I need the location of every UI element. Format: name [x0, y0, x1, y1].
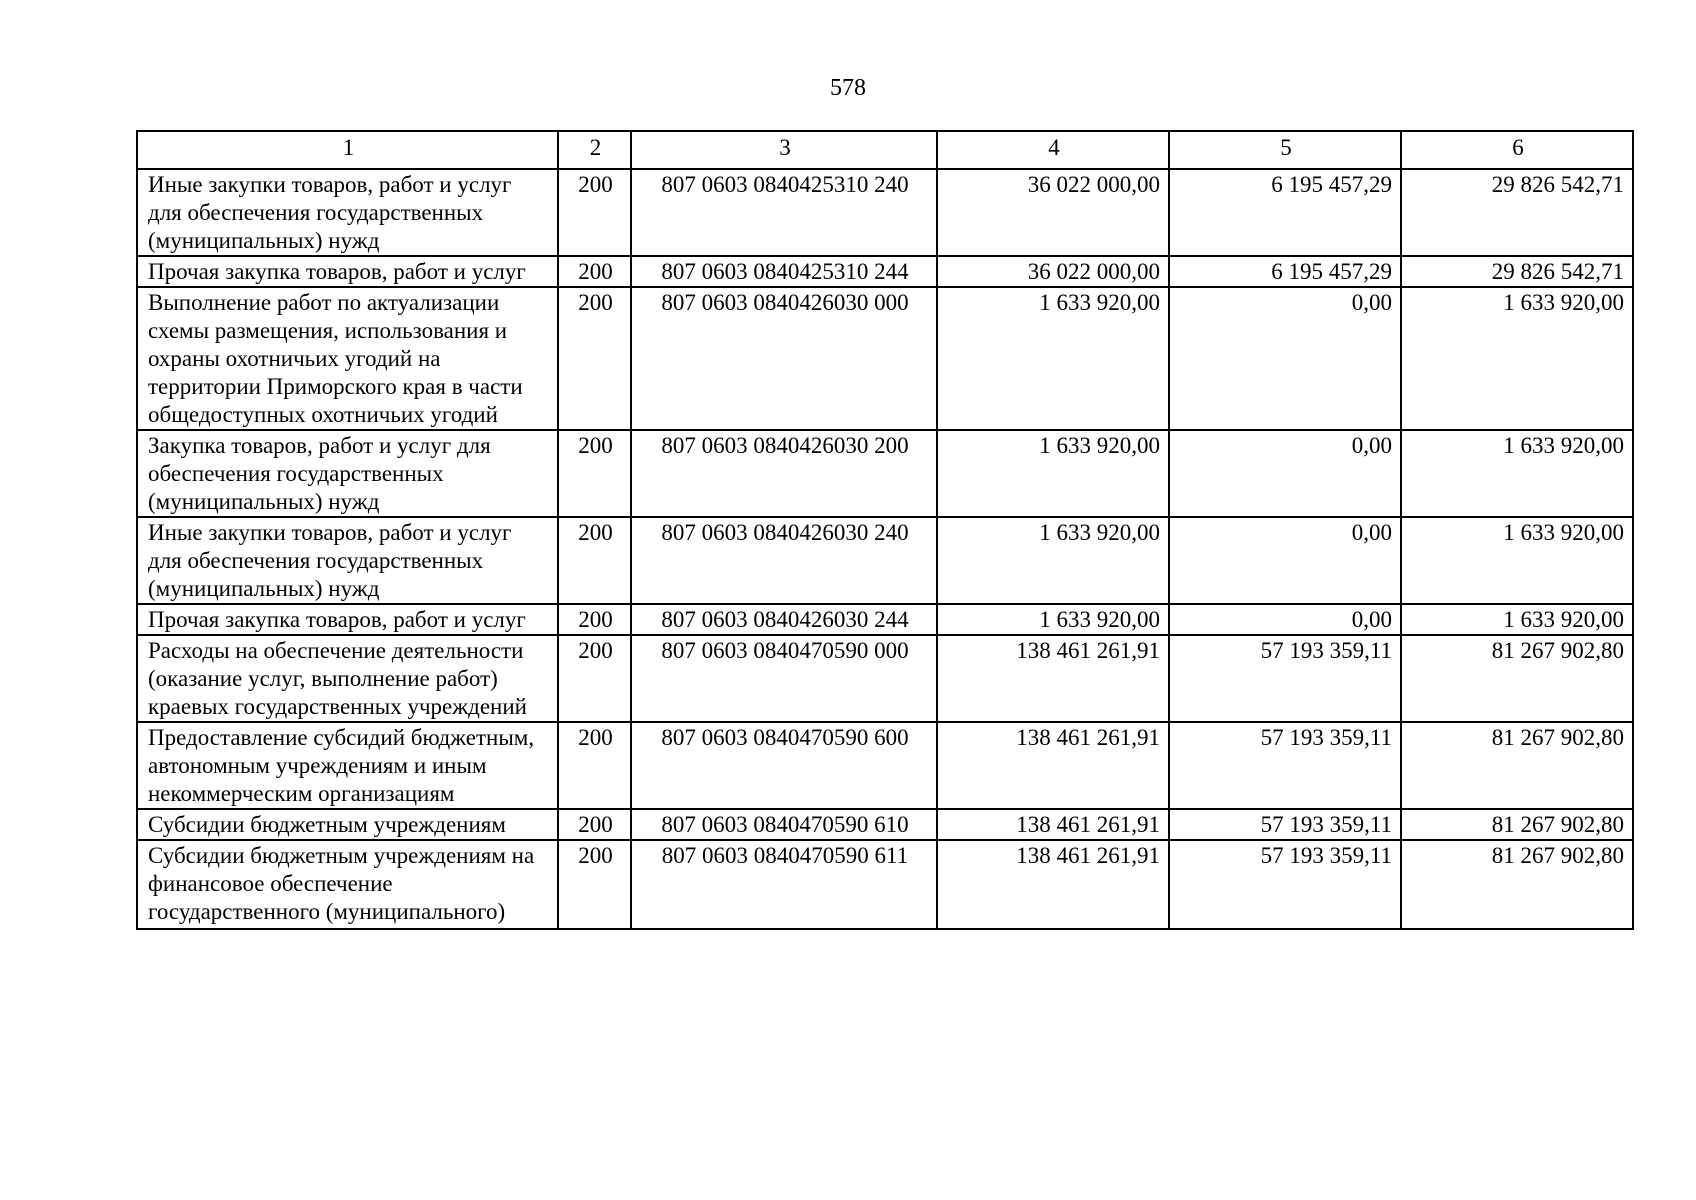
row-approved-amount: 1 633 920,00 — [937, 430, 1169, 517]
row-approved-amount: 138 461 261,91 — [937, 809, 1169, 840]
row-name: Иные закупки товаров, работ и услуг для обеспечения государственных (муниципальных) нужд — [137, 169, 558, 256]
table-row — [137, 256, 1633, 287]
row-budget-classification: 807 0603 0840425310 240 — [631, 169, 937, 256]
table-header-row — [137, 131, 1633, 169]
table-row — [137, 722, 1633, 809]
header-col-2: 2 — [558, 131, 631, 169]
row-budget-classification: 807 0603 0840470590 610 — [631, 809, 937, 840]
table-row — [137, 635, 1633, 722]
row-code: 200 — [558, 604, 631, 635]
header-col-6: 6 — [1401, 131, 1633, 169]
page-number: 578 — [830, 75, 866, 101]
row-code: 200 — [558, 169, 631, 256]
row-name: Прочая закупка товаров, работ и услуг — [137, 604, 558, 635]
row-executed-amount: 57 193 359,11 — [1169, 809, 1401, 840]
row-budget-classification: 807 0603 0840470590 611 — [631, 840, 937, 929]
row-approved-amount: 36 022 000,00 — [937, 169, 1169, 256]
row-code: 200 — [558, 809, 631, 840]
row-name: Выполнение работ по актуализации схемы размещения, использования и охраны охотничьих угодий на территории Приморского края в части общедоступных охотничьих угодий — [137, 287, 558, 430]
row-name: Предоставление субсидий бюджетным, автономным учреждениям и иным некоммерческим организациям — [137, 722, 558, 809]
row-name: Субсидии бюджетным учреждениям — [137, 809, 558, 840]
row-budget-classification: 807 0603 0840426030 244 — [631, 604, 937, 635]
row-approved-amount: 138 461 261,91 — [937, 840, 1169, 929]
table-row — [137, 430, 1633, 517]
row-approved-amount: 138 461 261,91 — [937, 722, 1169, 809]
row-name: Расходы на обеспечение деятельности (оказание услуг, выполнение работ) краевых государственных учреждений — [137, 635, 558, 722]
row-code: 200 — [558, 256, 631, 287]
row-unexecuted-amount: 81 267 902,80 — [1401, 809, 1633, 840]
row-executed-amount: 6 195 457,29 — [1169, 169, 1401, 256]
row-executed-amount: 6 195 457,29 — [1169, 256, 1401, 287]
row-budget-classification: 807 0603 0840426030 240 — [631, 517, 937, 604]
row-code: 200 — [558, 722, 631, 809]
row-executed-amount: 0,00 — [1169, 517, 1401, 604]
row-executed-amount: 57 193 359,11 — [1169, 722, 1401, 809]
row-budget-classification: 807 0603 0840426030 000 — [631, 287, 937, 430]
row-executed-amount: 57 193 359,11 — [1169, 635, 1401, 722]
row-code: 200 — [558, 517, 631, 604]
row-code: 200 — [558, 840, 631, 929]
row-name: Иные закупки товаров, работ и услуг для обеспечения государственных (муниципальных) нужд — [137, 517, 558, 604]
row-name: Прочая закупка товаров, работ и услуг — [137, 256, 558, 287]
row-executed-amount: 0,00 — [1169, 604, 1401, 635]
row-name: Закупка товаров, работ и услуг для обеспечения государственных (муниципальных) нужд — [137, 430, 558, 517]
table-row — [137, 169, 1633, 256]
row-approved-amount: 1 633 920,00 — [937, 517, 1169, 604]
header-col-4: 4 — [937, 131, 1169, 169]
table-row — [137, 604, 1633, 635]
table-row — [137, 840, 1633, 929]
row-approved-amount: 36 022 000,00 — [937, 256, 1169, 287]
header-col-1: 1 — [137, 131, 558, 169]
row-approved-amount: 1 633 920,00 — [937, 604, 1169, 635]
row-budget-classification: 807 0603 0840470590 600 — [631, 722, 937, 809]
row-name: Субсидии бюджетным учреждениям на финансовое обеспечение государственного (муниципального) — [137, 840, 558, 929]
row-approved-amount: 1 633 920,00 — [937, 287, 1169, 430]
row-unexecuted-amount: 81 267 902,80 — [1401, 722, 1633, 809]
table-row — [137, 287, 1633, 430]
row-executed-amount: 57 193 359,11 — [1169, 840, 1401, 929]
row-unexecuted-amount: 1 633 920,00 — [1401, 604, 1633, 635]
row-approved-amount: 138 461 261,91 — [937, 635, 1169, 722]
header-col-3: 3 — [631, 131, 937, 169]
row-unexecuted-amount: 29 826 542,71 — [1401, 256, 1633, 287]
row-code: 200 — [558, 635, 631, 722]
row-code: 200 — [558, 430, 631, 517]
row-budget-classification: 807 0603 0840425310 244 — [631, 256, 937, 287]
budget-execution-table — [136, 130, 1634, 930]
row-code: 200 — [558, 287, 631, 430]
row-unexecuted-amount: 1 633 920,00 — [1401, 430, 1633, 517]
header-col-5: 5 — [1169, 131, 1401, 169]
row-budget-classification: 807 0603 0840470590 000 — [631, 635, 937, 722]
row-budget-classification: 807 0603 0840426030 200 — [631, 430, 937, 517]
row-executed-amount: 0,00 — [1169, 430, 1401, 517]
row-unexecuted-amount: 81 267 902,80 — [1401, 840, 1633, 929]
row-unexecuted-amount: 1 633 920,00 — [1401, 517, 1633, 604]
table-row — [137, 517, 1633, 604]
row-unexecuted-amount: 29 826 542,71 — [1401, 169, 1633, 256]
row-unexecuted-amount: 81 267 902,80 — [1401, 635, 1633, 722]
row-executed-amount: 0,00 — [1169, 287, 1401, 430]
table-row — [137, 809, 1633, 840]
row-unexecuted-amount: 1 633 920,00 — [1401, 287, 1633, 430]
